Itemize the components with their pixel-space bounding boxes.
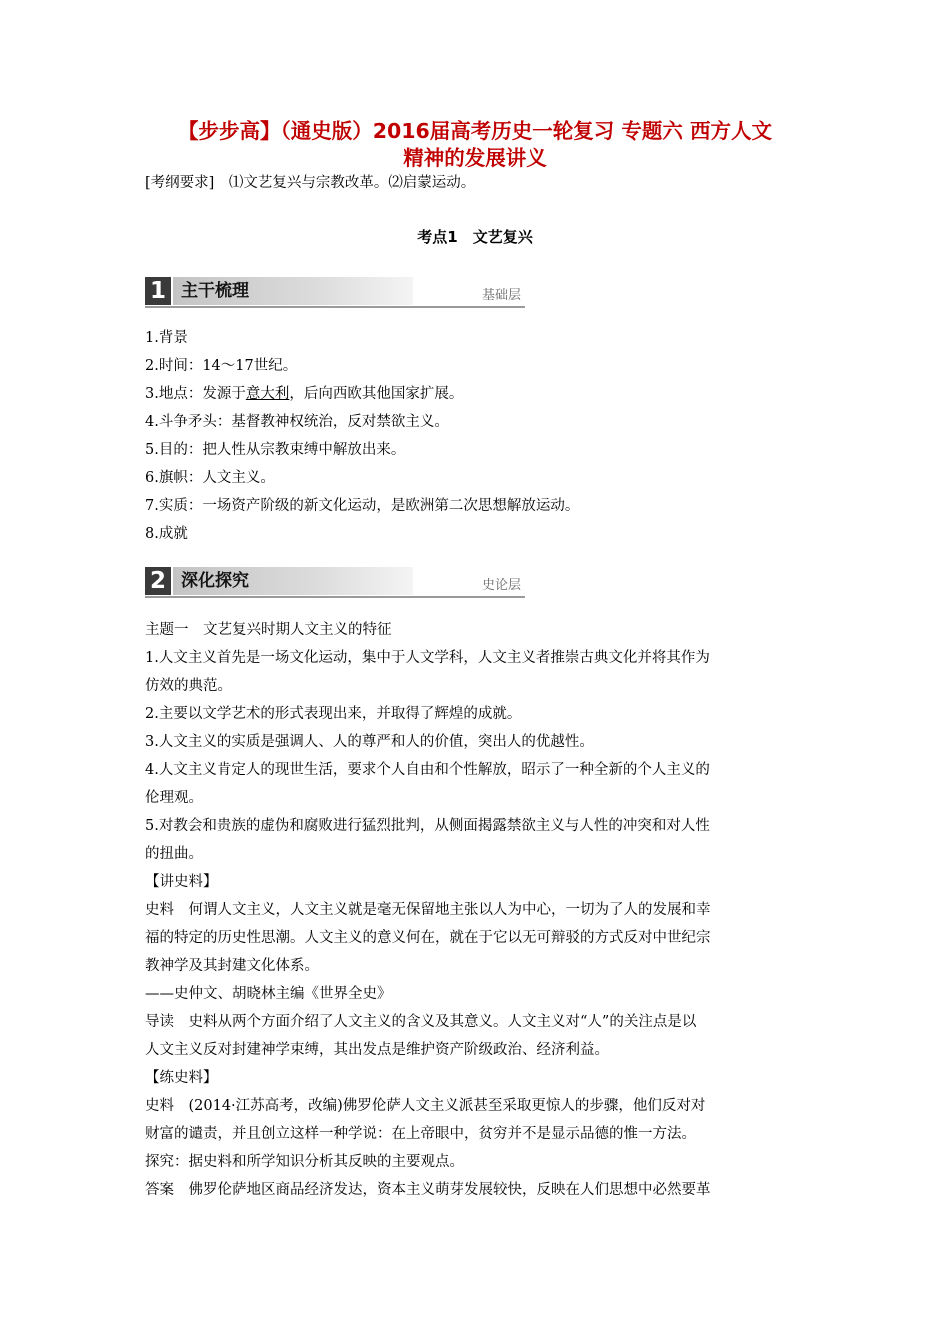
paragraph-line: 4.人文主义肯定人的现世生活，要求个人自由和个性解放，昭示了一种全新的个人主义的	[145, 762, 710, 778]
topic-heading: 主题一 文艺复兴时期人文主义的特征	[145, 622, 392, 638]
paragraph-line: 史料 何谓人文主义，人文主义就是毫无保留地主张以人为中心，一切为了人的发展和幸	[145, 902, 711, 918]
banner-rule	[145, 596, 525, 598]
list-item: 1.背景	[145, 330, 188, 346]
banner-rule	[145, 306, 525, 308]
paragraph-line: 伦理观。	[145, 790, 203, 806]
banner-label: 主干梳理	[181, 281, 249, 301]
section-banner-2	[145, 567, 525, 597]
paragraph-line: 导读 史料从两个方面介绍了人文主义的含义及其意义。人文主义对“人”的关注点是以	[145, 1014, 697, 1030]
paragraph-line: 的扭曲。	[145, 846, 203, 862]
list-item: 2.时间：14～17世纪。	[145, 358, 298, 374]
list-item-text: 3.地点：发源于	[145, 386, 246, 402]
banner-label: 深化探究	[181, 571, 249, 591]
list-item: 7.实质：一场资产阶级的新文化运动，是欧洲第二次思想解放运动。	[145, 498, 580, 514]
paragraph-line: 答案 佛罗伦萨地区商品经济发达，资本主义萌芽发展较快，反映在人们思想中必然要革	[145, 1182, 711, 1198]
paragraph-line: 5.对教会和贵族的虚伪和腐败进行猛烈批判，从侧面揭露禁欲主义与人性的冲突和对人性	[145, 818, 710, 834]
paragraph-line: 教神学及其封建文化体系。	[145, 958, 319, 974]
paragraph-line: 人文主义反对封建神学束缚，其出发点是维护资产阶级政治、经济利益。	[145, 1042, 609, 1058]
list-item	[145, 380, 810, 408]
banner-number: 1	[145, 277, 171, 305]
paragraph-line: 探究：据史料和所学知识分析其反映的主要观点。	[145, 1154, 464, 1170]
sub-heading-lian: 【练史料】	[145, 1070, 218, 1086]
sub-heading-jiang: 【讲史料】	[145, 874, 218, 890]
list-item: 5.目的：把人性从宗教束缚中解放出来。	[145, 442, 406, 458]
section-title-kaodian: 考点1 文艺复兴	[417, 228, 533, 246]
underlined-answer: 意大利	[245, 386, 290, 402]
paragraph-line: 福的特定的历史性思潮。人文主义的意义何在，就在于它以无可辩驳的方式反对中世纪宗	[145, 930, 711, 946]
section-banner-1	[145, 277, 525, 307]
list-item: 8.成就	[145, 526, 188, 542]
title-line-1: 【步步高】（通史版）2016届高考历史一轮复习 专题六 西方人文	[177, 119, 773, 143]
title-line-2: 精神的发展讲义	[403, 146, 547, 170]
paragraph-line: 2.主要以文学艺术的形式表现出来，并取得了辉煌的成就。	[145, 706, 522, 722]
list-item: 4.斗争矛头：基督教神权统治，反对禁欲主义。	[145, 414, 449, 430]
exam-requirements: [考纲要求] ⑴文艺复兴与宗教改革。⑵启蒙运动。	[145, 175, 476, 191]
analysis-content	[145, 616, 810, 1204]
list-item-text: ，后向西欧其他国家扩展。	[289, 386, 464, 402]
paragraph-line: 史料 (2014·江苏高考，改编)佛罗伦萨人文主义派甚至采取更惊人的步骤，他们反对对	[145, 1098, 706, 1114]
paragraph-line: 仿效的典范。	[145, 678, 232, 694]
banner-level: 史论层	[481, 578, 521, 593]
paragraph-line: 1.人文主义首先是一场文化运动，集中于人文学科，人文主义者推崇古典文化并将其作为	[145, 650, 710, 666]
paragraph-line: 3.人文主义的实质是强调人、人的尊严和人的价值，突出人的优越性。	[145, 734, 594, 750]
banner-number: 2	[145, 567, 171, 595]
list-item: 6.旗帜：人文主义。	[145, 470, 275, 486]
source-citation: ——史仲文、胡晓林主编《世界全史》	[145, 986, 392, 1002]
banner-level: 基础层	[481, 288, 521, 303]
document-title	[130, 118, 820, 172]
paragraph-line: 财富的谴责，并且创立这样一种学说：在上帝眼中，贫穷并不是显示品德的惟一方法。	[145, 1126, 696, 1142]
outline-list	[145, 324, 810, 548]
